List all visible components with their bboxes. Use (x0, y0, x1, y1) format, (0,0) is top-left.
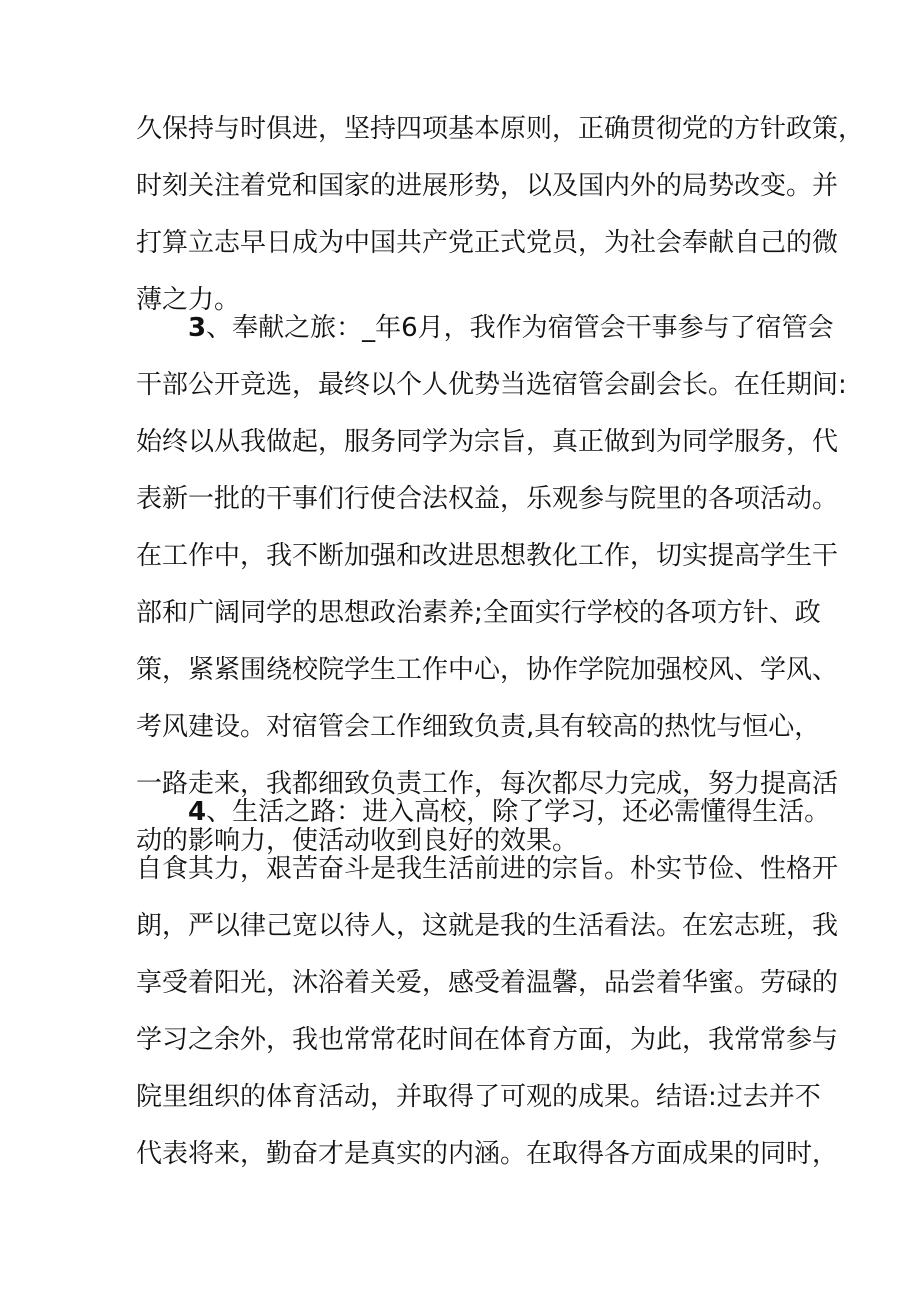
text-line: 代表将来，勤奋才是真实的内涵。在取得各方面成果的同时， (136, 1139, 839, 1169)
text-line-first (136, 300, 834, 357)
text-line: 自食其力，艰苦奋斗是我生活前进的宗旨。朴实节俭、性格开 (136, 854, 839, 884)
text-line: 干部公开竞选，最终以个人优势当选宿管会副会长。在任期间: (136, 370, 847, 400)
text-line: 表新一批的干事们行使合法权益，乐观参与院里的各项活动。 (136, 484, 839, 514)
text-line: 打算立志早日成为中国共产党正式党员，为社会奉献自己的微 (136, 228, 839, 258)
section-number: 3 (188, 313, 207, 343)
section-number: 4 (188, 797, 207, 827)
text-line: 享受着阳光，沐浴着关爱，感受着温馨，品尝着华蜜。劳碌的 (136, 968, 839, 998)
paragraph-continuation (136, 101, 865, 329)
text-line-first (136, 784, 831, 841)
text-line: 部和广阔同学的思想政治素养;全面实行学校的各项方针、政 (136, 598, 821, 628)
text-line: 学习之余外，我也常常花时间在体育方面，为此，我常常参与 (136, 1025, 839, 1055)
text-line: 动的影响力，使活动收到良好的效果。 (136, 826, 579, 856)
text-line: 始终以从我做起，服务同学为宗旨，真正做到为同学服务，代 (136, 427, 839, 457)
text-line: 久保持与时俱进，坚持四项基本原则，正确贯彻党的方针政策， (136, 114, 865, 144)
text-line: 院里组织的体育活动，并取得了可观的成果。结语:过去并不 (136, 1082, 821, 1112)
text-line: 一路走来，我都细致负责工作，每次都尽力完成，努力提高活 (136, 769, 839, 799)
section-heading-text: 、生活之路：进入高校，除了学习，还必需懂得生活。 (206, 797, 831, 827)
text-line: 朗，严以律己宽以待人，这就是我的生活看法。在宏志班，我 (136, 911, 839, 941)
text-line: 考风建设。对宿管会工作细致负责,具有较高的热忱与恒心， (136, 712, 821, 742)
text-line: 时刻关注着党和国家的进展形势，以及国内外的局势改变。并 (136, 171, 839, 201)
text-line: 策，紧紧围绕校院学生工作中心，协作学院加强校风、学风、 (136, 655, 839, 685)
section-heading-text: 、奉献之旅：_年6月，我作为宿管会干事参与了宿管会 (206, 313, 834, 343)
text-line: 在工作中，我不断加强和改进思想教化工作，切实提高学生干 (136, 541, 839, 571)
text-line: 薄之力。 (136, 285, 241, 315)
